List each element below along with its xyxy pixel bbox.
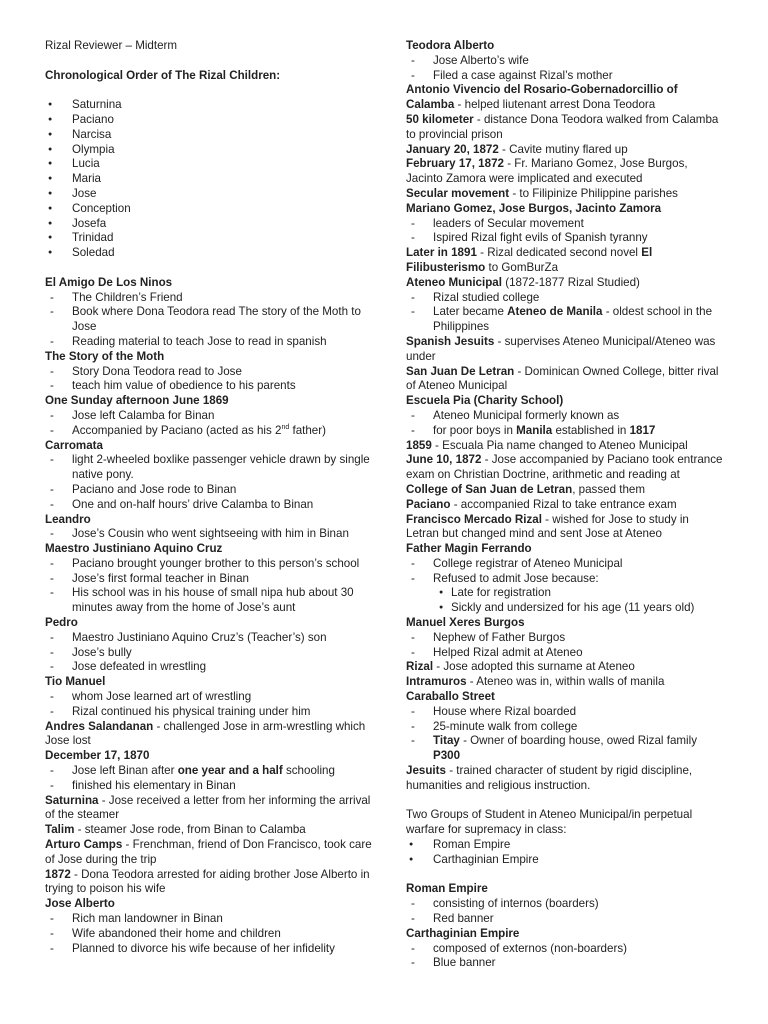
item-text: Jose left Binan after bbox=[72, 764, 178, 778]
term: February 17, 1872 bbox=[406, 157, 504, 171]
term: El Filibusterismo bbox=[406, 246, 653, 274]
dash-item bbox=[45, 646, 375, 661]
bullet-text: Sickly and undersized for his age (11 years old) bbox=[451, 601, 695, 615]
section-heading bbox=[406, 202, 724, 217]
section-heading bbox=[45, 276, 375, 291]
definition: - helped liutenant arrest Dona Teodora bbox=[454, 98, 656, 112]
definition: , passed them bbox=[572, 482, 646, 496]
term-definition bbox=[45, 838, 375, 868]
dash-item bbox=[45, 660, 375, 675]
dash-item bbox=[45, 527, 375, 542]
item-text: Wife abandoned their home and children bbox=[72, 926, 281, 940]
heading-text: Tio Manuel bbox=[45, 675, 106, 689]
bullet-item bbox=[45, 246, 375, 261]
bullet-item bbox=[45, 172, 375, 187]
term: Saturnina bbox=[45, 793, 99, 807]
term-definition bbox=[406, 439, 724, 454]
section-heading bbox=[45, 749, 375, 764]
item-tail: father) bbox=[289, 423, 326, 437]
item-text: Rizal studied college bbox=[433, 290, 540, 304]
section-heading bbox=[406, 39, 724, 54]
bullet-text: Olympia bbox=[72, 142, 115, 156]
item-tail: - oldest school in the Philippines bbox=[433, 305, 713, 334]
item-text: Reading material to teach Jose to read in spanish bbox=[72, 334, 327, 348]
item-text: Ispired Rizal fight evils of Spanish tyranny bbox=[433, 231, 648, 245]
term-definition bbox=[45, 794, 375, 824]
item-bold: 1817 bbox=[629, 423, 656, 437]
item-text: Maestro Justiniano Aquino Cruz’s (Teacher’s) son bbox=[72, 630, 327, 644]
term: Later in 1891 bbox=[406, 246, 477, 260]
section-heading bbox=[45, 69, 375, 84]
term: Andres Salandanan bbox=[45, 719, 154, 733]
definition: - distance Dona Teodora walked from Calamba to provincial prison bbox=[406, 112, 719, 141]
definition: - supervises Ateneo Municipal/Ateneo was under bbox=[406, 334, 716, 363]
heading-text: Maestro Justiniano Aquino Cruz bbox=[45, 542, 223, 556]
bullet-text: Roman Empire bbox=[433, 838, 511, 852]
heading-text: December 17, 1870 bbox=[45, 749, 150, 763]
term-definition bbox=[406, 113, 724, 143]
term-definition bbox=[406, 453, 724, 497]
term-definition bbox=[406, 157, 724, 187]
section-heading bbox=[45, 542, 375, 557]
item-text: Helped Rizal admit at Ateneo bbox=[433, 645, 583, 659]
term-definition bbox=[406, 365, 724, 395]
bullet-text: Soledad bbox=[72, 246, 115, 260]
item-text: composed of externos (non-boarders) bbox=[433, 941, 627, 955]
item-text: Jose’s Cousin who went sightseeing with him in Binan bbox=[72, 527, 349, 541]
item-text: Paciano and Jose rode to Binan bbox=[72, 482, 237, 496]
definition: - Escuala Pia name changed to Ateneo Municipal bbox=[431, 438, 688, 452]
term: 50 kilometer bbox=[406, 112, 474, 126]
term: Francisco Mercado Rizal bbox=[406, 512, 542, 526]
item-text: teach him value of obedience to his parents bbox=[72, 379, 296, 393]
term: Intramuros bbox=[406, 675, 467, 689]
bullet-text: Jose bbox=[72, 186, 97, 200]
definition: - Rizal dedicated second novel bbox=[476, 246, 642, 260]
term-definition bbox=[406, 143, 724, 158]
bullet-text: Conception bbox=[72, 201, 131, 215]
item-bold: Ateneo de Manila bbox=[507, 305, 603, 319]
term: Spanish Jesuits bbox=[406, 334, 495, 348]
item-text: Jose defeated in wrestling bbox=[72, 660, 207, 674]
section-heading bbox=[406, 882, 724, 897]
item-text: Ateneo Municipal formerly known as bbox=[433, 408, 620, 422]
dash-item bbox=[45, 927, 375, 942]
spacer bbox=[406, 794, 724, 809]
term: Ateneo Municipal bbox=[406, 275, 502, 289]
definition: - Frenchman, friend of Don Francisco, took care of Jose during the trip bbox=[45, 838, 372, 866]
definition: - accompanied Rizal to take entrance exam bbox=[450, 497, 677, 511]
dash-item bbox=[406, 705, 724, 720]
term: College of San Juan de Letran bbox=[406, 482, 573, 496]
definition: - to Filipinize Philippine parishes bbox=[509, 186, 678, 200]
dash-item bbox=[406, 572, 724, 587]
spacer bbox=[45, 261, 375, 276]
bullet-item bbox=[45, 143, 375, 158]
spacer bbox=[45, 54, 375, 69]
heading-text: The Story of the Moth bbox=[45, 349, 165, 363]
item-bold: one year and a half bbox=[177, 764, 283, 778]
bullet-item bbox=[45, 128, 375, 143]
definition: - Ateneo was in, within walls of manila bbox=[466, 675, 665, 689]
heading-text: Roman Empire bbox=[406, 882, 488, 896]
bullet-item bbox=[45, 202, 375, 217]
item-text: Nephew of Father Burgos bbox=[433, 630, 566, 644]
heading-text: El Amigo De Los Ninos bbox=[45, 275, 173, 289]
item-text: for poor boys in bbox=[433, 423, 517, 437]
heading-text: Chronological Order of The Rizal Children: bbox=[45, 68, 281, 82]
item-text: House where Rizal boarded bbox=[433, 704, 577, 718]
dash-item bbox=[45, 379, 375, 394]
item-text: One and on-half hours’ drive Calamba to Binan bbox=[72, 497, 314, 511]
definition: - Jose received a letter from her informing the arrival of the steamer bbox=[45, 793, 371, 822]
dash-item bbox=[45, 291, 375, 306]
term: January 20, 1872 bbox=[406, 142, 499, 156]
term: 1872 bbox=[45, 867, 71, 881]
definition: - trained character of student by rigid discipline, humanities and religious instruction. bbox=[406, 764, 693, 792]
sub-bullet-item bbox=[406, 586, 724, 601]
text-line bbox=[45, 39, 375, 54]
sub-bullet-item bbox=[406, 601, 724, 616]
bullet-text: Narcisa bbox=[72, 127, 112, 141]
section-heading bbox=[45, 350, 375, 365]
heading-text: Caraballo Street bbox=[406, 690, 495, 704]
item-text: Refused to admit Jose because: bbox=[433, 571, 599, 585]
dash-item bbox=[45, 365, 375, 380]
text-line bbox=[406, 808, 724, 838]
spacer bbox=[406, 868, 724, 883]
term-definition bbox=[406, 276, 724, 291]
dash-item bbox=[406, 956, 724, 971]
dash-item bbox=[45, 483, 375, 498]
term-definition bbox=[406, 764, 724, 794]
dash-item bbox=[45, 409, 375, 424]
dash-item bbox=[406, 557, 724, 572]
spacer bbox=[45, 83, 375, 98]
term-definition bbox=[406, 498, 724, 513]
item-tail: established in bbox=[552, 423, 630, 437]
bullet-item bbox=[406, 853, 724, 868]
item-text: leaders of Secular movement bbox=[433, 216, 584, 230]
dash-item bbox=[45, 942, 375, 957]
definition: - Dona Teodora arrested for aiding brother Jose Alberto in trying to poison his wife bbox=[45, 867, 370, 896]
term: Antonio Vivencio del Rosario-Gobernadorcillio of Calamba bbox=[406, 83, 678, 112]
bullet-text: Josefa bbox=[72, 216, 107, 230]
text: Two Groups of Student in Ateneo Municipal/in perpetual warfare for supremacy in class: bbox=[406, 808, 693, 837]
item-text: Blue banner bbox=[433, 956, 496, 970]
term: San Juan De Letran bbox=[406, 364, 515, 378]
bullet-item bbox=[45, 157, 375, 172]
item-text: Book where Dona Teodora read The story of the Moth to Jose bbox=[72, 305, 361, 334]
dash-item bbox=[45, 690, 375, 705]
heading-text: Leandro bbox=[45, 512, 91, 526]
section-heading bbox=[45, 439, 375, 454]
item-text: Jose’s bully bbox=[72, 645, 132, 659]
item-text: Rich man landowner in Binan bbox=[72, 912, 223, 926]
item-tail: schooling bbox=[282, 764, 335, 778]
bullet-text: Paciano bbox=[72, 112, 114, 126]
heading-text: Teodora Alberto bbox=[406, 39, 495, 52]
bullet-item bbox=[45, 187, 375, 202]
dash-item bbox=[406, 912, 724, 927]
section-heading bbox=[45, 394, 375, 409]
definition: - Fr. Mariano Gomez, Jose Burgos, Jacinto Zamora were implicated and executed bbox=[406, 157, 688, 186]
item-bold: Titay bbox=[433, 734, 460, 748]
term: Rizal bbox=[406, 660, 434, 674]
item-text: light 2-wheeled boxlike passenger vehicle drawn by single native pony. bbox=[72, 453, 370, 482]
definition: (1872-1877 Rizal Studied) bbox=[501, 275, 640, 289]
term-definition bbox=[406, 675, 724, 690]
dash-item bbox=[45, 305, 375, 335]
term-definition bbox=[406, 246, 724, 276]
definition: - Cavite mutiny flared up bbox=[498, 142, 628, 156]
bullet-text: Late for registration bbox=[451, 586, 551, 600]
term-definition bbox=[45, 823, 375, 838]
section-heading bbox=[406, 394, 724, 409]
term-definition bbox=[406, 187, 724, 202]
dash-item bbox=[406, 409, 724, 424]
term-definition bbox=[406, 660, 724, 675]
item-text: 25-minute walk from college bbox=[433, 719, 578, 733]
heading-text: Escuela Pia (Charity School) bbox=[406, 394, 564, 408]
item-text: Story Dona Teodora read to Jose bbox=[72, 364, 242, 378]
heading-text: Carromata bbox=[45, 438, 103, 452]
dash-item bbox=[45, 912, 375, 927]
dash-item bbox=[45, 705, 375, 720]
bullet-text: Carthaginian Empire bbox=[433, 852, 539, 866]
dash-item bbox=[45, 631, 375, 646]
definition: - wished for Jose to study in Letran but changed mind and sent Jose at Ateneo bbox=[406, 512, 689, 541]
term: Arturo Camps bbox=[45, 838, 123, 852]
heading-text: Pedro bbox=[45, 616, 78, 630]
item-text: Filed a case against Rizal’s mother bbox=[433, 68, 613, 82]
definition: - Dominican Owned College, bitter rival of Ateneo Municipal bbox=[406, 364, 719, 393]
item-bold: P300 bbox=[433, 749, 461, 763]
right-column bbox=[406, 39, 724, 971]
item-text: consisting of internos (boarders) bbox=[433, 897, 599, 911]
item-tail: - Owner of boarding house, owed Rizal family bbox=[459, 734, 697, 748]
item-text: Jose left Calamba for Binan bbox=[72, 408, 215, 422]
left-column bbox=[45, 39, 375, 956]
dash-item bbox=[45, 424, 375, 439]
term-definition bbox=[406, 335, 724, 365]
term: 1859 bbox=[406, 438, 432, 452]
heading-text: Manuel Xeres Burgos bbox=[406, 616, 525, 630]
bullet-item bbox=[45, 217, 375, 232]
dash-item bbox=[45, 764, 375, 779]
dash-item bbox=[406, 305, 724, 335]
term-definition bbox=[406, 83, 724, 113]
section-heading bbox=[45, 897, 375, 912]
bullet-text: Saturnina bbox=[72, 98, 122, 112]
dash-item bbox=[406, 217, 724, 232]
definition: - steamer Jose rode, from Binan to Calamba bbox=[74, 823, 306, 837]
item-text: Red banner bbox=[433, 912, 494, 926]
heading-text: Mariano Gomez, Jose Burgos, Jacinto Zamora bbox=[406, 201, 662, 215]
definition: - Jose adopted this surname at Ateneo bbox=[433, 660, 635, 674]
dash-item bbox=[406, 69, 724, 84]
definition: to GomBurZa bbox=[485, 260, 559, 274]
bullet-item bbox=[406, 838, 724, 853]
term-definition bbox=[45, 868, 375, 898]
dash-item bbox=[45, 335, 375, 350]
dash-item bbox=[406, 720, 724, 735]
item-text: The Children’s Friend bbox=[72, 290, 183, 304]
term-definition bbox=[45, 720, 375, 750]
dash-item bbox=[406, 734, 724, 764]
bullet-item bbox=[45, 98, 375, 113]
dash-item bbox=[45, 453, 375, 483]
superscript: nd bbox=[281, 423, 290, 431]
heading-text: One Sunday afternoon June 1869 bbox=[45, 394, 229, 408]
dash-item bbox=[406, 631, 724, 646]
bullet-text: Lucia bbox=[72, 157, 100, 171]
definition: - challenged Jose in arm-wrestling which Jose lost bbox=[45, 719, 366, 748]
section-heading bbox=[45, 616, 375, 631]
section-heading bbox=[406, 542, 724, 557]
bullet-item bbox=[45, 231, 375, 246]
item-text: Accompanied by Paciano (acted as his 2 bbox=[72, 423, 282, 437]
bullet-text: Trinidad bbox=[72, 231, 114, 245]
item-text: College registrar of Ateneo Municipal bbox=[433, 556, 623, 570]
item-text: Jose Alberto’s wife bbox=[433, 53, 529, 67]
heading-text: Father Magin Ferrando bbox=[406, 542, 532, 556]
section-heading bbox=[406, 690, 724, 705]
dash-item bbox=[45, 557, 375, 572]
dash-item bbox=[45, 586, 375, 616]
bullet-item bbox=[45, 113, 375, 128]
dash-item bbox=[45, 498, 375, 513]
dash-item bbox=[406, 291, 724, 306]
dash-item bbox=[45, 779, 375, 794]
section-heading bbox=[45, 513, 375, 528]
item-bold: Manila bbox=[516, 423, 553, 437]
dash-item bbox=[406, 942, 724, 957]
item-text: Paciano brought younger brother to this person’s school bbox=[72, 556, 360, 570]
section-heading bbox=[406, 616, 724, 631]
section-heading bbox=[406, 927, 724, 942]
text: Rizal Reviewer – Midterm bbox=[45, 39, 178, 52]
term-definition bbox=[406, 513, 724, 543]
term: Secular movement bbox=[406, 186, 510, 200]
item-text: finished his elementary in Binan bbox=[72, 778, 236, 792]
dash-item bbox=[406, 54, 724, 69]
heading-text: Carthaginian Empire bbox=[406, 926, 520, 940]
dash-item bbox=[406, 231, 724, 246]
term: June 10, 1872 bbox=[406, 453, 482, 467]
definition: - Jose accompanied by Paciano took entrance exam on Christian Doctrine, arithmetic and reading at bbox=[406, 453, 723, 482]
heading-text: Jose Alberto bbox=[45, 897, 115, 911]
dash-item bbox=[406, 424, 724, 439]
bullet-text: Maria bbox=[72, 172, 101, 186]
item-text: Jose’s first formal teacher in Binan bbox=[72, 571, 249, 585]
item-text: His school was in his house of small nipa hub about 30 minutes away from the home of Jose’s aunt bbox=[72, 586, 354, 615]
dash-item bbox=[406, 646, 724, 661]
dash-item bbox=[406, 897, 724, 912]
item-text: Rizal continued his physical training under him bbox=[72, 704, 311, 718]
section-heading bbox=[45, 675, 375, 690]
dash-item bbox=[45, 572, 375, 587]
item-text: Planned to divorce his wife because of her infidelity bbox=[72, 941, 335, 955]
term: Jesuits bbox=[406, 764, 446, 778]
item-text: Later became bbox=[433, 305, 508, 319]
term: Talim bbox=[45, 823, 75, 837]
item-text: whom Jose learned art of wrestling bbox=[72, 690, 252, 704]
term: Paciano bbox=[406, 497, 451, 511]
